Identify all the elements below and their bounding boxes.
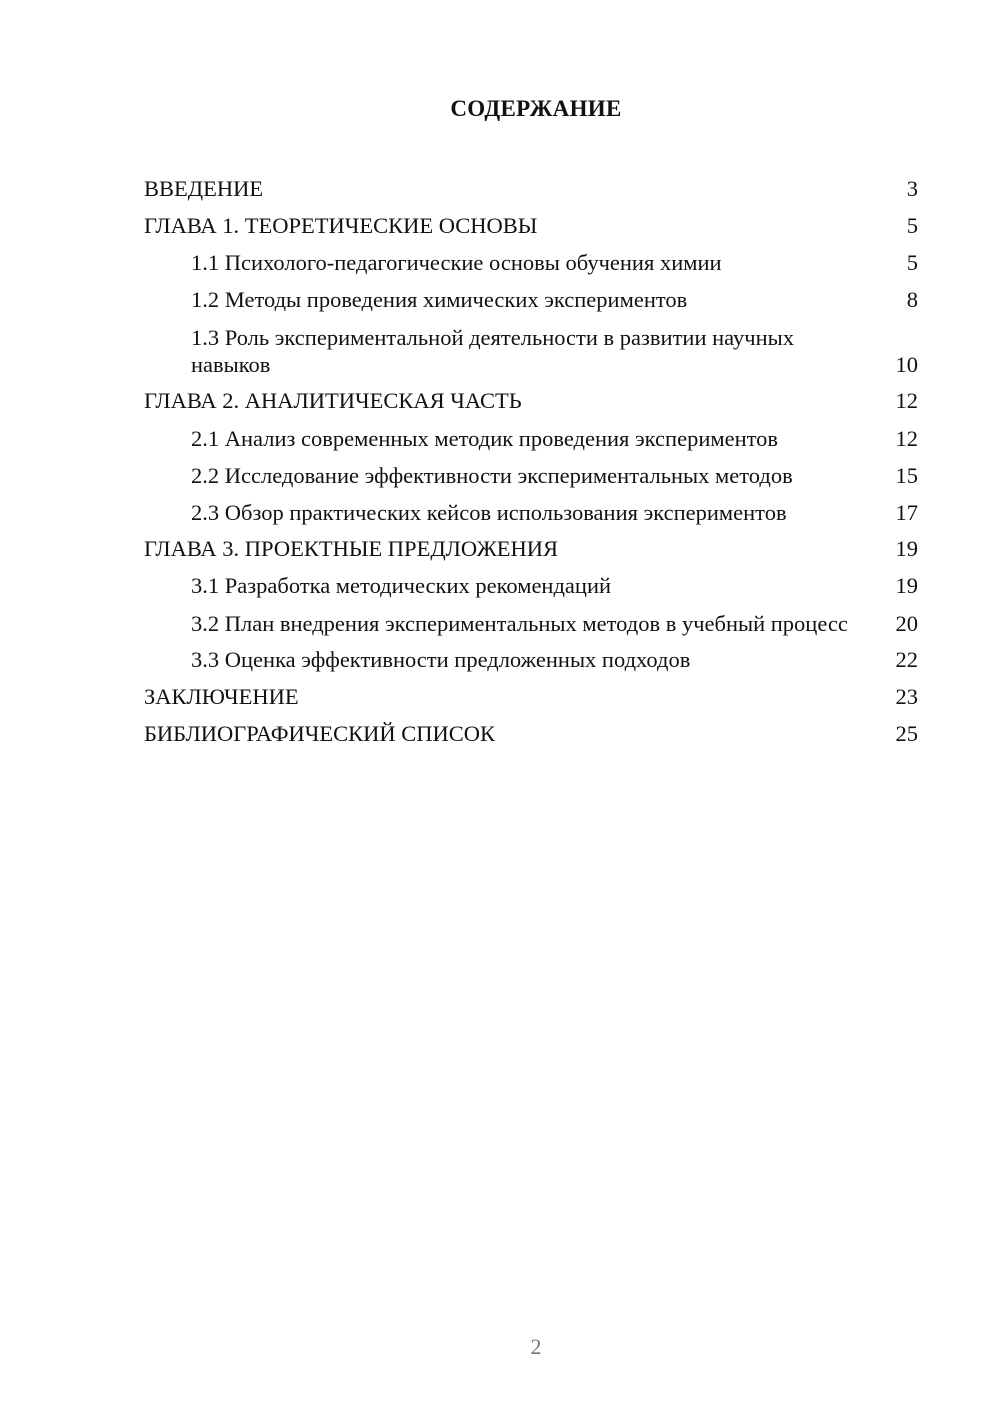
toc-entry-section-3-3[interactable] (144, 641, 918, 678)
table-of-contents (144, 170, 918, 752)
toc-entry-page: 5 (906, 250, 918, 275)
toc-entry-text: 2.1 Анализ современных методик проведения экспериментов (191, 426, 779, 451)
toc-entry-page: 23 (895, 684, 918, 709)
toc-entry-section-1-2[interactable] (144, 281, 918, 318)
toc-entry-page: 10 (895, 352, 918, 377)
toc-entry-section-3-1[interactable] (144, 567, 918, 604)
toc-entry-chapter-2[interactable] (144, 382, 918, 419)
toc-entry-conclusion[interactable] (144, 678, 918, 715)
toc-entry-text: ВВЕДЕНИЕ (144, 176, 264, 201)
toc-entry-text: 2.3 Обзор практических кейсов использования экспериментов (191, 500, 787, 525)
toc-entry-page: 19 (895, 573, 918, 598)
toc-entry-page: 12 (895, 388, 918, 413)
toc-entry-text: 3.1 Разработка методических рекомендаций (191, 573, 612, 598)
toc-entry-page: 22 (895, 647, 918, 672)
toc-entry-page: 20 (895, 611, 918, 636)
toc-entry-section-1-1[interactable] (144, 244, 918, 281)
toc-entry-text: 1.2 Методы проведения химических экспериментов (191, 287, 688, 312)
toc-entry-section-3-2[interactable] (144, 604, 918, 641)
toc-entry-text: ЗАКЛЮЧЕНИЕ (144, 684, 299, 709)
toc-entry-chapter-1[interactable] (144, 207, 918, 244)
toc-entry-bibliography[interactable] (144, 715, 918, 752)
toc-entry-section-2-2[interactable] (144, 456, 918, 493)
toc-entry-section-2-1[interactable] (144, 419, 918, 456)
toc-entry-introduction[interactable] (144, 170, 918, 207)
toc-entry-text: 3.3 Оценка эффективности предложенных подходов (191, 647, 691, 672)
toc-entry-chapter-3[interactable] (144, 530, 918, 567)
toc-entry-page: 8 (906, 287, 918, 312)
toc-entry-text: ГЛАВА 1. ТЕОРЕТИЧЕСКИЕ ОСНОВЫ (144, 213, 538, 238)
toc-entry-page: 3 (906, 176, 918, 201)
toc-entry-text: 1.1 Психолого-педагогические основы обучения химии (191, 250, 722, 275)
toc-entry-section-1-3[interactable] (144, 318, 918, 382)
toc-entry-text: 2.2 Исследование эффективности экспериментальных методов (191, 463, 793, 488)
page-number: 2 (530, 1334, 542, 1359)
toc-entry-text: ГЛАВА 2. АНАЛИТИЧЕСКАЯ ЧАСТЬ (144, 388, 522, 413)
toc-entry-text: 3.2 План внедрения экспериментальных методов в учебный процесс (191, 611, 848, 636)
toc-entry-page: 5 (906, 213, 918, 238)
toc-entry-section-2-3[interactable] (144, 493, 918, 530)
toc-entry-page: 25 (895, 721, 918, 746)
toc-entry-text: БИБЛИОГРАФИЧЕСКИЙ СПИСОК (144, 721, 496, 746)
toc-entry-text: ГЛАВА 3. ПРОЕКТНЫЕ ПРЕДЛОЖЕНИЯ (144, 536, 559, 561)
toc-title: СОДЕРЖАНИЕ (450, 96, 622, 121)
toc-entry-page: 19 (895, 536, 918, 561)
toc-entry-page: 15 (895, 463, 918, 488)
toc-entry-text: 1.3 Роль экспериментальной деятельности в развитии научных навыков (191, 325, 794, 377)
toc-entry-page: 12 (895, 426, 918, 451)
toc-entry-page: 17 (895, 500, 918, 525)
